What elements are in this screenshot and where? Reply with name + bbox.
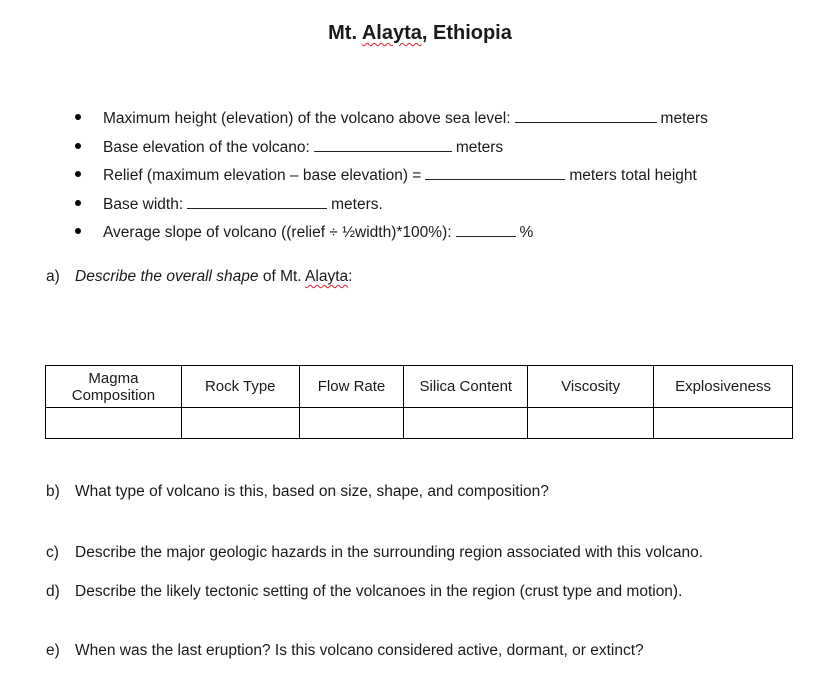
column-header: Viscosity: [528, 366, 654, 408]
table-cell[interactable]: [46, 408, 182, 439]
question-a: [46, 268, 352, 286]
question-label: d): [46, 583, 60, 600]
bullet-label: Relief (maximum elevation – base elevation) =: [103, 167, 422, 185]
question-a-rest: of Mt.: [258, 268, 306, 285]
question-label: e): [46, 642, 60, 659]
answer-blank[interactable]: [187, 191, 327, 209]
question-a-end: :: [348, 268, 353, 285]
table-row: [46, 408, 793, 439]
answer-blank[interactable]: [456, 219, 516, 237]
title-prefix: Mt.: [328, 22, 362, 44]
question-a-volcano-name: Alayta: [305, 268, 349, 285]
bullet-icon: [75, 171, 81, 177]
answer-blank[interactable]: [425, 162, 565, 180]
bullet-unit: meters total height: [569, 167, 697, 185]
question-b: [46, 483, 549, 501]
bullet-label: Average slope of volcano ((relief ÷ ½width)*100%):: [103, 224, 452, 242]
question-d: [46, 583, 682, 601]
question-label: c): [46, 544, 59, 561]
question-a-italic: Describe the overall shape: [75, 268, 259, 285]
answer-blank[interactable]: [314, 134, 452, 152]
column-header: Explosiveness: [654, 366, 793, 408]
table-cell[interactable]: [181, 408, 299, 439]
bullet-label: Base width:: [103, 195, 184, 213]
column-header: Magma Composition: [46, 366, 182, 408]
column-header: Rock Type: [181, 366, 299, 408]
question-label: a): [46, 268, 60, 285]
question-label: b): [46, 483, 60, 500]
bullet-unit: meters: [660, 110, 708, 127]
title-volcano-name: Alayta: [361, 22, 422, 44]
bullet-label: Maximum height (elevation) of the volcano above sea level:: [103, 110, 511, 127]
bullet-unit: meters: [455, 138, 504, 156]
question-text: Describe the likely tectonic setting of the volcanoes in the region (crust type and motion).: [75, 583, 683, 600]
question-c: [46, 544, 703, 562]
column-header: Flow Rate: [299, 366, 404, 408]
question-text: When was the last eruption? Is this volcano considered active, dormant, or extinct?: [75, 642, 644, 659]
answer-blank[interactable]: [515, 105, 657, 123]
question-text: What type of volcano is this, based on size, shape, and composition?: [75, 483, 549, 500]
bullet-icon: [75, 143, 81, 149]
table-header-row: [46, 366, 793, 408]
question-text: Describe the major geologic hazards in the surrounding region associated with this volcano.: [75, 544, 704, 561]
title-suffix: , Ethiopia: [421, 22, 512, 44]
bullet-icon: [75, 200, 81, 206]
page-title: [0, 22, 814, 45]
bullet-icon: [75, 114, 81, 120]
bullet-icon: [75, 228, 81, 234]
question-e: [46, 642, 644, 660]
table-cell[interactable]: [299, 408, 404, 439]
table-cell[interactable]: [528, 408, 654, 439]
magma-table: [45, 365, 793, 439]
bullet-unit: %: [519, 224, 534, 242]
bullet-label: Base elevation of the volcano:: [103, 138, 310, 156]
bullet-unit: meters.: [331, 195, 383, 213]
column-header: Silica Content: [404, 366, 528, 408]
table-cell[interactable]: [654, 408, 793, 439]
table-cell[interactable]: [404, 408, 528, 439]
